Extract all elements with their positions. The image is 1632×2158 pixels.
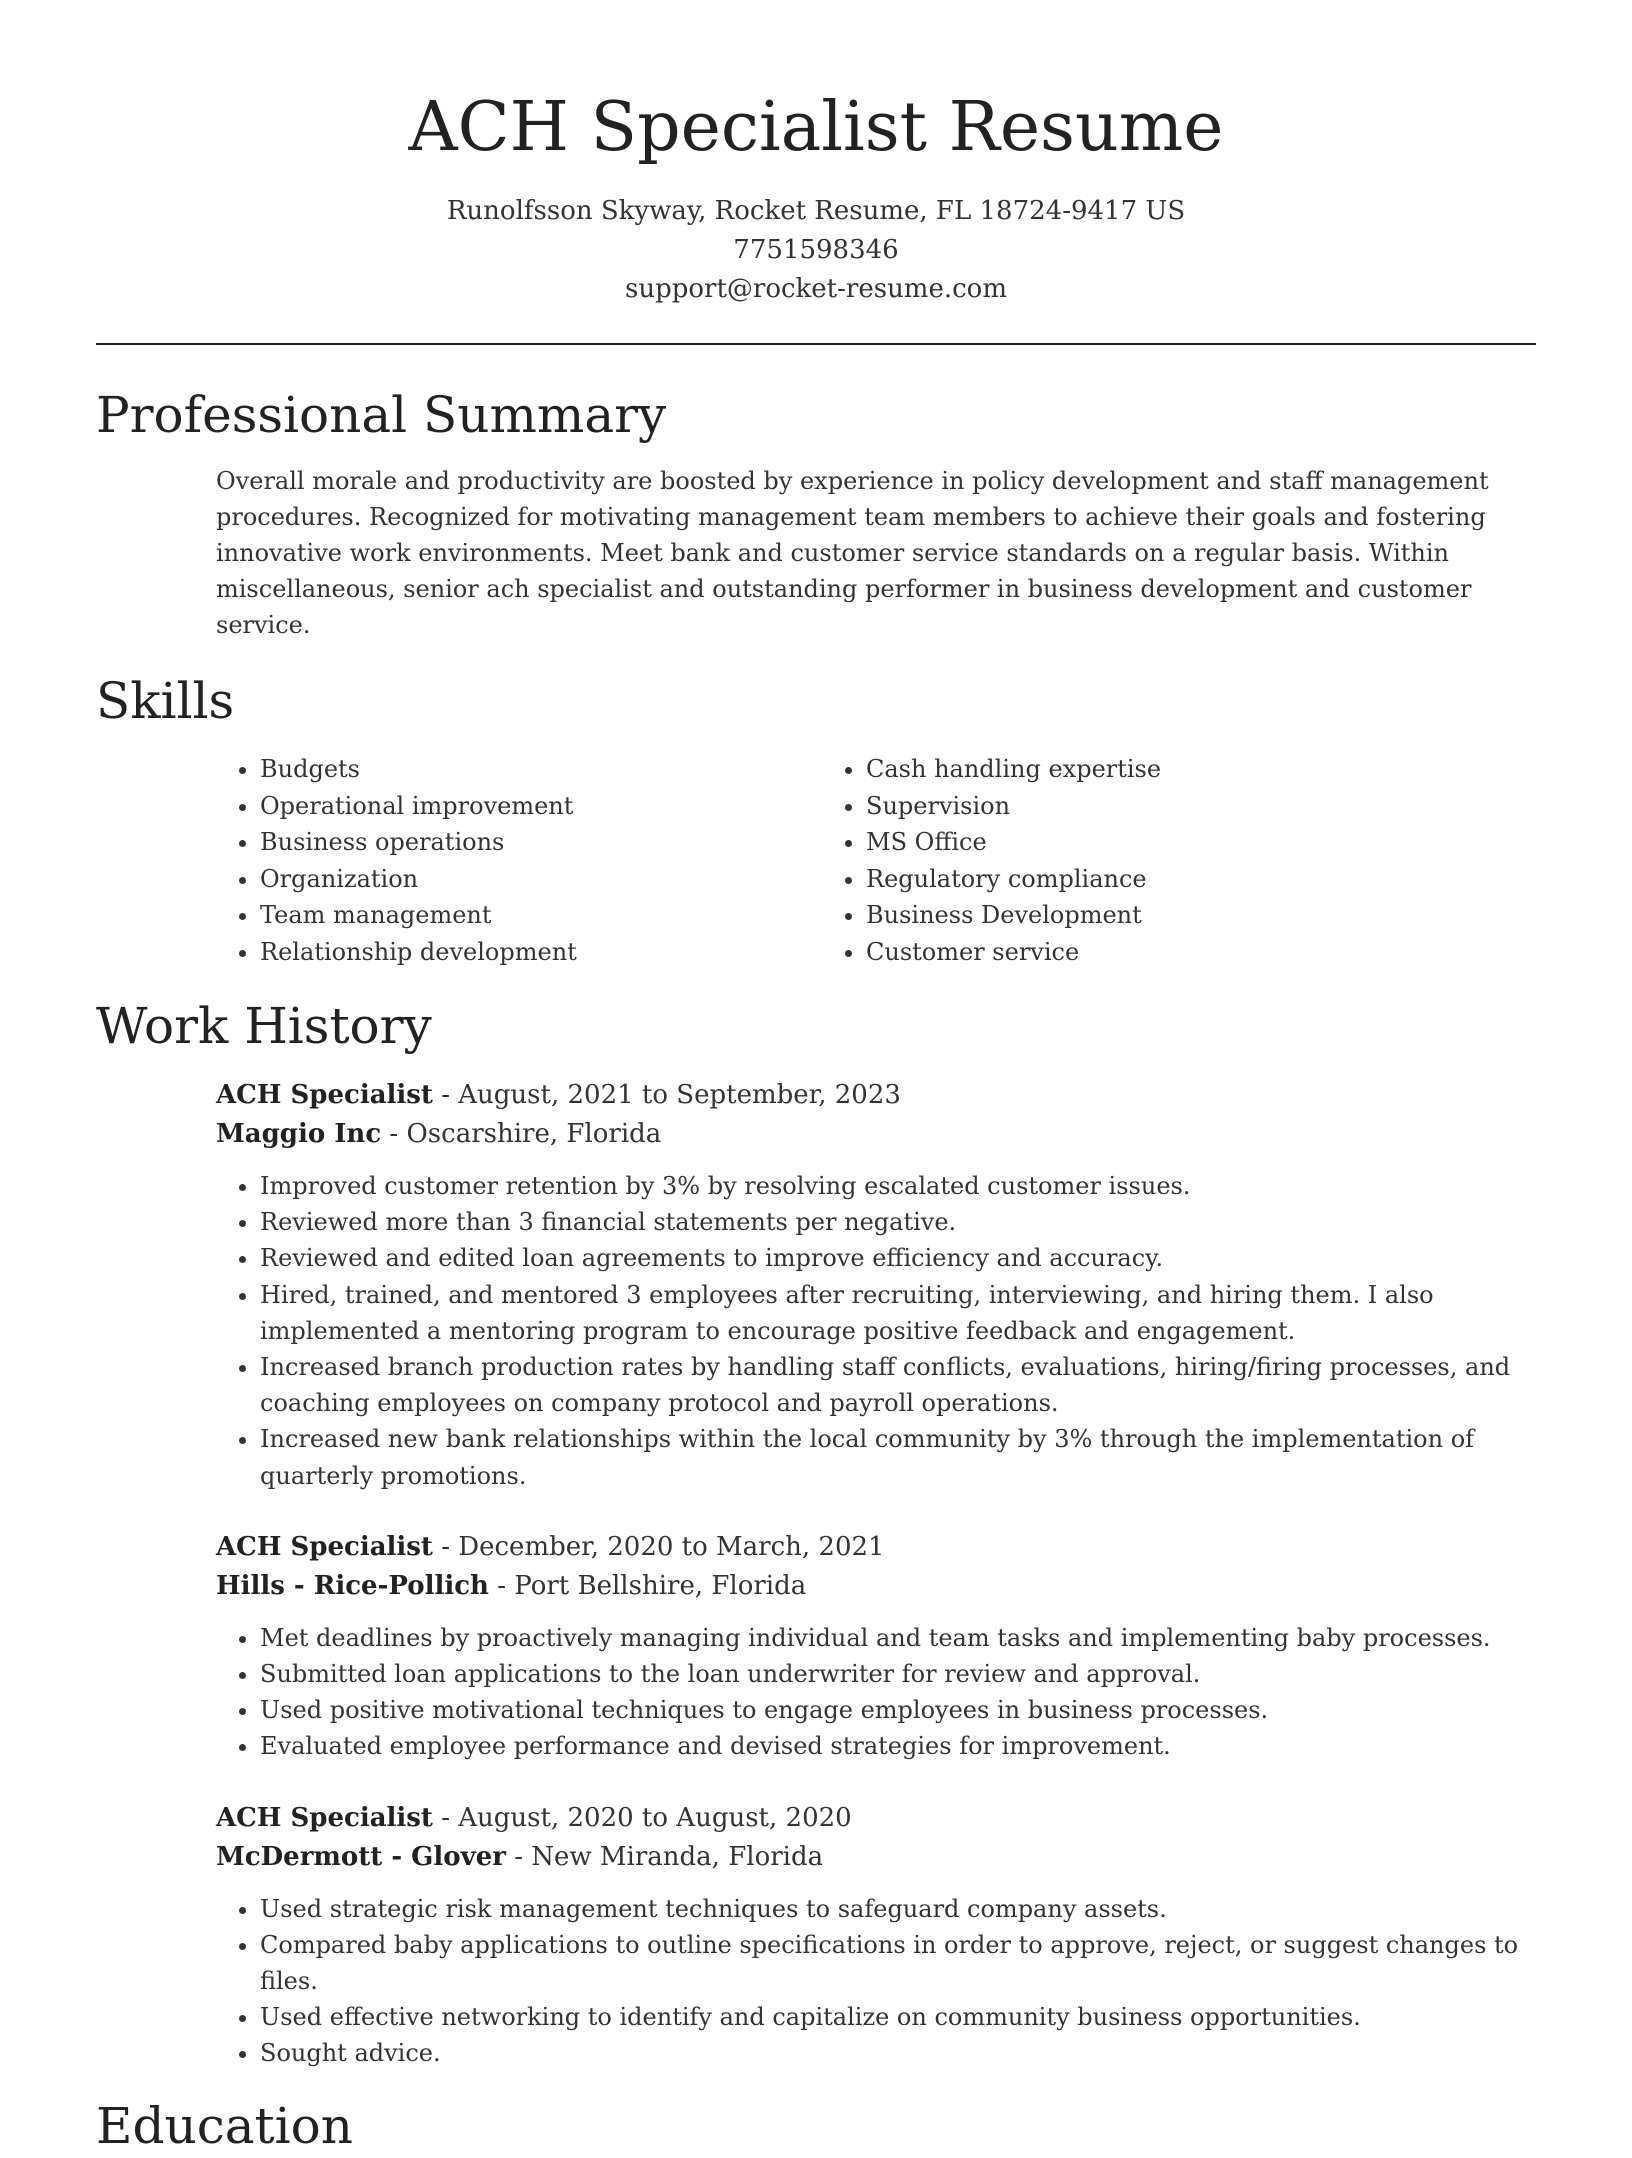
job-entry xyxy=(216,1799,1536,2072)
job-company: Maggio Inc xyxy=(216,1119,382,1149)
separator: - xyxy=(432,1080,459,1110)
job-bullet: • Hired, trained, and mentored 3 employees after recruiting, interviewing, and hiring them. I also implemented a mentoring program to encourage positive feedback and engagement. xyxy=(260,1277,1536,1349)
job-bullet: • Increased branch production rates by handling staff conflicts, evaluations, hiring/firing processes, and coaching employees on company protocol and payroll operations. xyxy=(260,1349,1536,1421)
separator: - xyxy=(505,1841,532,1872)
job-bullet: • Met deadlines by proactively managing individual and team tasks and implementing baby processes. xyxy=(260,1620,1536,1656)
job-bullet: • Evaluated employee performance and devised strategies for improvement. xyxy=(260,1728,1536,1764)
skills-heading: Skills xyxy=(96,672,235,730)
header-divider xyxy=(96,343,1536,345)
separator: - xyxy=(381,1119,407,1149)
job-dates: August, 2021 to September, 2023 xyxy=(458,1080,901,1110)
skill-item: • Business operations xyxy=(260,824,822,861)
education-heading: Education xyxy=(96,2096,353,2155)
skill-item: • Business Development xyxy=(866,897,1428,934)
skills-column-right xyxy=(822,751,1428,970)
job-company: Hills - Rice-Pollich xyxy=(216,1570,489,1601)
job-bullets xyxy=(216,1891,1536,2072)
job-location: Port Bellshire, Florida xyxy=(514,1570,807,1601)
job-bullets xyxy=(216,1168,1536,1494)
skill-item: • Supervision xyxy=(866,788,1428,825)
job-company-line xyxy=(216,1115,1536,1154)
work-history-heading: Work History xyxy=(96,997,432,1055)
skill-item: • Cash handling expertise xyxy=(866,751,1428,788)
skill-item: • Budgets xyxy=(260,751,822,788)
job-bullet: • Reviewed more than 3 financial statements per negative. xyxy=(260,1204,1536,1240)
contact-block xyxy=(96,192,1536,309)
job-location: New Miranda, Florida xyxy=(531,1841,824,1872)
skills-column-left xyxy=(216,751,822,970)
contact-email: support@rocket-resume.com xyxy=(624,274,1007,304)
job-company-line xyxy=(216,1838,1536,1877)
job-bullet: • Reviewed and edited loan agreements to improve efficiency and accuracy. xyxy=(260,1240,1536,1276)
summary-text: Overall morale and productivity are boosted by experience in policy development and staff management procedures. Recognized for motivating management team members to achieve their goals and fostering innovative work environments. Meet bank and customer service standards on a regular basis. Within miscellaneous, senior ach specialist and outstanding performer in business development and customer service. xyxy=(216,467,1489,639)
skill-item: • Team management xyxy=(260,897,822,934)
job-company-line xyxy=(216,1567,1536,1606)
summary-heading: Professional Summary xyxy=(96,386,667,444)
job-bullet: • Increased new bank relationships within the local community by 3% through the implementation of quarterly promotions. xyxy=(260,1421,1536,1493)
contact-address: Runolfsson Skyway, Rocket Resume, FL 18724-9417 US xyxy=(446,196,1186,226)
job-company: McDermott - Glover xyxy=(216,1841,506,1872)
skill-item: • Customer service xyxy=(866,934,1428,971)
job-bullet: • Submitted loan applications to the loan underwriter for review and approval. xyxy=(260,1656,1536,1692)
skill-item: • MS Office xyxy=(866,824,1428,861)
separator: - xyxy=(488,1570,515,1601)
job-dates: August, 2020 to August, 2020 xyxy=(458,1802,852,1833)
job-entry xyxy=(216,1528,1536,1765)
job-title-line xyxy=(216,1799,1536,1838)
separator: - xyxy=(432,1531,459,1562)
job-bullet: • Compared baby applications to outline specifications in order to approve, reject, or suggest changes to files. xyxy=(260,1927,1536,1999)
job-bullet: • Used effective networking to identify and capitalize on community business opportunities. xyxy=(260,1999,1536,2035)
skill-item: • Operational improvement xyxy=(260,788,822,825)
job-role: ACH Specialist xyxy=(216,1802,433,1833)
job-bullet: • Used strategic risk management techniques to safeguard company assets. xyxy=(260,1891,1536,1927)
job-bullets xyxy=(216,1620,1536,1765)
job-role: ACH Specialist xyxy=(216,1080,433,1110)
job-entry xyxy=(216,1076,1536,1494)
skill-item: • Organization xyxy=(260,861,822,898)
job-title-line xyxy=(216,1076,1536,1115)
resume-title: ACH Specialist Resume xyxy=(408,88,1224,167)
skill-item: • Regulatory compliance xyxy=(866,861,1428,898)
resume-header xyxy=(96,0,1536,309)
job-role: ACH Specialist xyxy=(216,1531,433,1562)
job-bullet: • Improved customer retention by 3% by resolving escalated customer issues. xyxy=(260,1168,1536,1204)
skill-item: • Relationship development xyxy=(260,934,822,971)
job-title-line xyxy=(216,1528,1536,1567)
contact-phone: 7751598346 xyxy=(733,235,899,265)
separator: - xyxy=(432,1802,459,1833)
skills-list xyxy=(216,751,1536,970)
job-dates: December, 2020 to March, 2021 xyxy=(458,1531,885,1562)
job-bullet: • Sought advice. xyxy=(260,2035,1536,2071)
job-location: Oscarshire, Florida xyxy=(406,1119,662,1149)
job-bullet: • Used positive motivational techniques to engage employees in business processes. xyxy=(260,1692,1536,1728)
